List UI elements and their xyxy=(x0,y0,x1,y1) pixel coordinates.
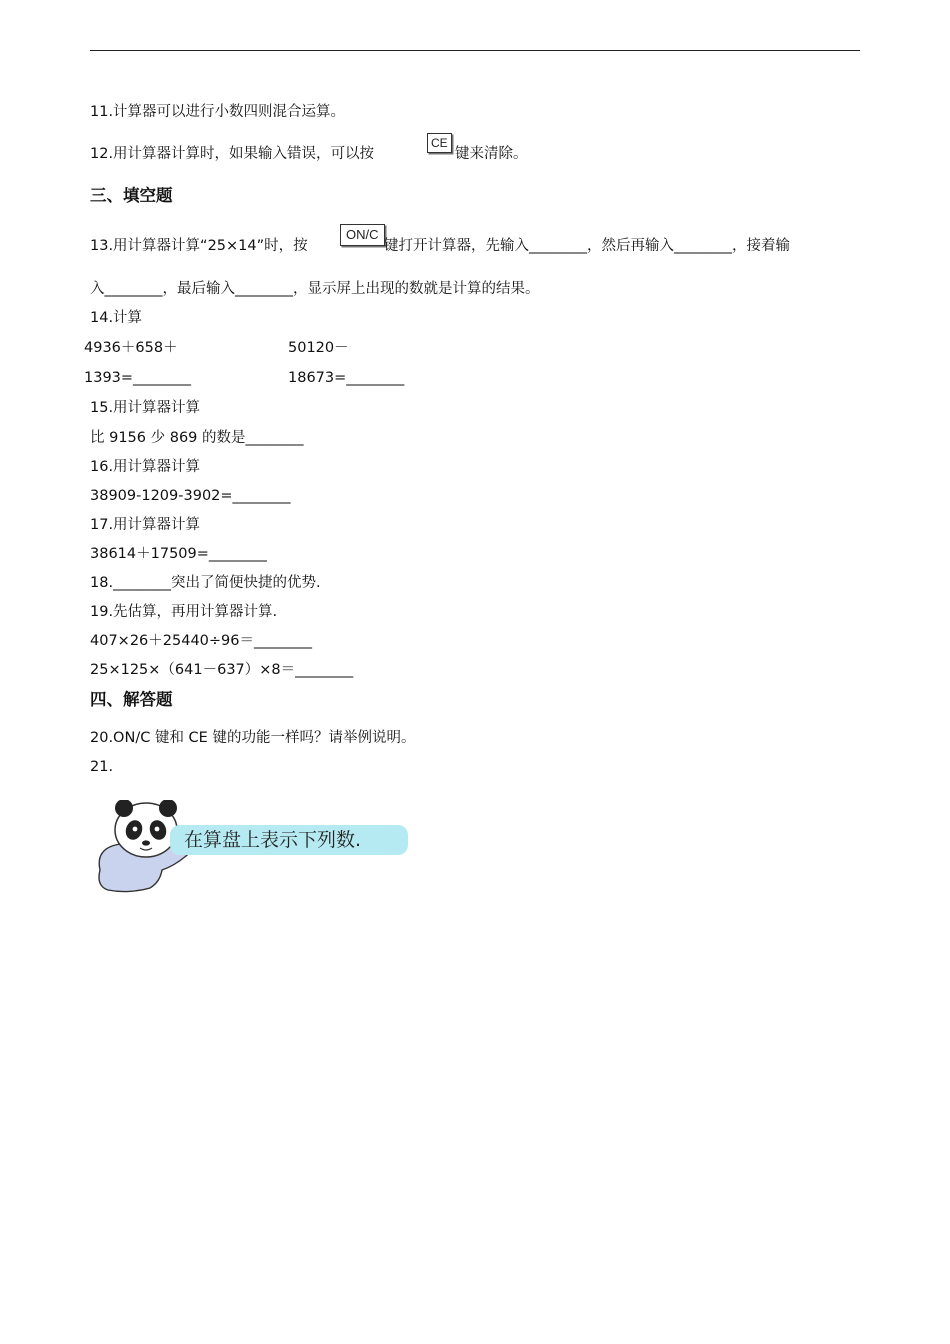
question-16-title: 16.用计算器计算 xyxy=(90,459,201,475)
panda-nose xyxy=(142,840,150,845)
question-19-expr-1: 407×26＋25440÷96＝________ xyxy=(90,633,313,649)
question-14-title: 14.计算 xyxy=(90,310,143,326)
question-13-line-1-suffix: 键打开计算器，先输入________，然后再输入________，接着输 xyxy=(384,238,790,254)
question-14-left-line-1: 4936＋658＋ xyxy=(84,340,178,356)
panda-left-eye xyxy=(133,827,138,832)
header-rule xyxy=(90,50,860,51)
on-c-key-icon: ON/C xyxy=(340,224,385,246)
question-17-body: 38614＋17509=________ xyxy=(90,546,267,562)
ce-key-icon: CE xyxy=(427,133,452,153)
question-16-body: 38909-1209-3902=________ xyxy=(90,488,291,504)
question-14-left-line-2: 1393=________ xyxy=(84,370,192,386)
question-12-suffix: 键来清除。 xyxy=(455,146,528,162)
question-17-title: 17.用计算器计算 xyxy=(90,517,201,533)
question-11: 11.计算器可以进行小数四则混合运算。 xyxy=(90,104,346,120)
panda-right-eye xyxy=(155,827,160,832)
question-19-title: 19.先估算，再用计算器计算. xyxy=(90,604,278,620)
question-12 xyxy=(90,144,374,164)
question-18: 18.________突出了简便快捷的优势. xyxy=(90,575,321,591)
section-3-heading: 三、填空题 xyxy=(90,186,173,205)
question-21: 21. xyxy=(90,759,114,775)
question-13-line-1: 13.用计算器计算“25×14”时，按 xyxy=(90,238,308,254)
question-12-text: 12.用计算器计算时，如果输入错误，可以按 xyxy=(90,146,375,162)
question-15-title: 15.用计算器计算 xyxy=(90,400,201,416)
question-20: 20.ON/C 键和 CE 键的功能一样吗？请举例说明。 xyxy=(90,730,416,746)
question-14-right-line-2: 18673=________ xyxy=(288,370,405,386)
question-19-expr-2: 25×125×（641－637）×8＝________ xyxy=(90,662,354,678)
question-15-body: 比 9156 少 869 的数是________ xyxy=(90,430,304,446)
question-14-right-line-1: 50120－ xyxy=(288,340,349,356)
speech-bubble: 在算盘上表示下列数. xyxy=(170,825,408,855)
section-4-heading: 四、解答题 xyxy=(90,690,173,709)
question-13-line-2: 入________，最后输入________，显示屏上出现的数就是计算的结果。 xyxy=(90,281,540,297)
